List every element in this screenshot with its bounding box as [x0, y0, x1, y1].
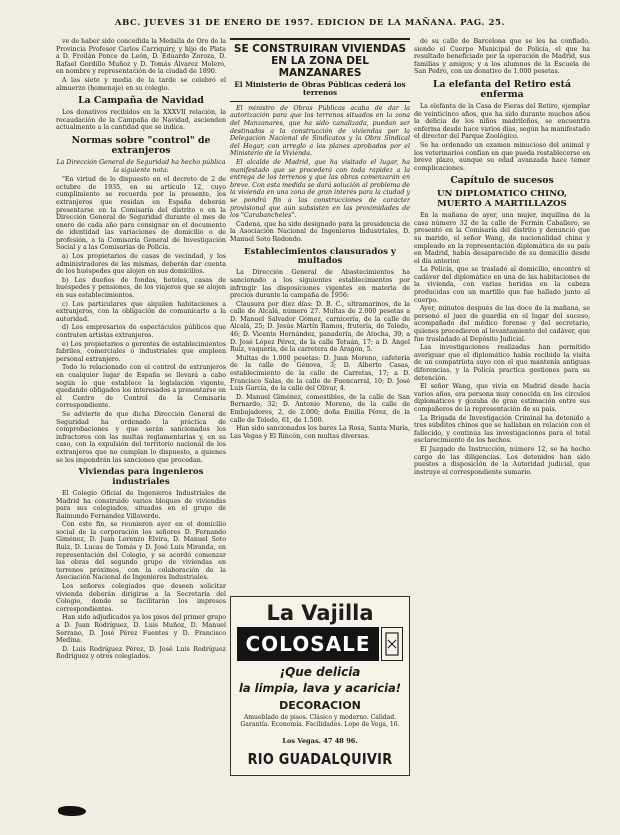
estab-paragraph: Clausura por diez días: D. B. C., ultramarinos, de la calle de Alcalá, número 27. Multas de 2.000 pesetas a D. Manuel Salvador Gómez, carnicería, de la calle de Alcalá, 25; D. Jesús Martín Ramos, frutería, de Toledo, 46; D. Vicente Hernández, panadería, de Atocha, 39; a D. José López Pérez, de la calle Tetuán, 17; a D. Ángel Ruiz, vaquería, de la carretera de Aragón, 5.: [230, 300, 410, 354]
advertisement: [230, 596, 410, 776]
ad-phone: Los Vegas. 47 48 96.: [282, 737, 358, 745]
intro-paragraph: ve de haber sido concedida la Medalla de Oro de la Provincia Profesor Carlos Carriquiry, y hijo de Plata a D. Froilán Ponce de León, D. Eduardo Zoroza, D. Rafael Gordillo Muñoz y D. Tomás Álvarez Molero, en nombre y representación de la ciudad de 1890.: [56, 38, 226, 76]
viviendas-paragraph: Con este fin, se reunieron ayer en el domicilio social de la corporación los señores D. Fernando Giménez, D. Juan Lorenzo Elvira, D. Manuel Soto Ruiz, D. Lucas de Tomás y D. José Luis Miranda, en representación del Colegio, y se acordó comenzar las obras del segundo grupo de viviendas en terrenos próximos, con la colaboración de la Asociación Nacional de Ingenieros Industriales.: [56, 521, 226, 582]
ad-slogan-2: la limpia, lava y acaricia!: [238, 681, 402, 695]
sucesos-paragraph: El Juzgado de Instrucción, número 12, se ha hecho cargo de las diligencias. Los detenidos han sido puestos a disposición de la Autoridad judicial, que instruye el correspondiente sumario.: [414, 445, 590, 476]
estab-paragraph: D. Manuel Giménez, comestibles, de la calle de San Bernardo, 32; D. Antonio Moreno, de la calle de Embajadores, 2, de 2.000; doña Emilia Pérez, de la calle de Toledo, 61, de 1.500.: [230, 393, 410, 424]
column-3: [414, 38, 590, 818]
featured-box: [230, 38, 410, 102]
viviendas-paragraph: Han sido adjudicados ya los pisos del primer grupo a D. Juan Rodríguez, D. Luis Muñoz, D. Manuel Serrano, D. José Pérez Fuentes y D. Francisco Medina.: [56, 614, 226, 645]
headline-elefanta: La elefanta del Retiro está enferma: [433, 78, 571, 100]
ad-address: Amueblado de pisos. Clásico y moderno. Calidad. Garantía. Economía. Facilidades. Lope de Vega, 16.: [240, 714, 400, 729]
box-paragraph: El ministro de Obras Públicas acaba de dar la autorización para que los terrenos situados en la zona del Manzanares, que ha sido canalizada, puedan ser destinados a la construcción de viviendas por la Delegación Nacional de Sindicatos y la Obra Sindical del Hogar, con arreglo a los planes aprobados por el Ministerio de la Vivienda.: [230, 104, 410, 158]
viviendas-paragraph: Los señores colegiados que deseen solicitar vivienda deberán dirigirse a la Secretaría del Colegio, donde se facilitarán los impresos correspondientes.: [56, 583, 226, 613]
soap-box-icon: [381, 627, 403, 661]
normas-paragraph: Se advierte de que dicha Dirección General de Seguridad ha ordenado la práctica de comprobaciones y que serán sancionados los infractores con las multas reglamentarias y, en su caso, con la expulsión del territorio nacional de los extranjeros que no cumplan lo dispuesto, a quienes se les impondrán las sanciones que procedan.: [56, 410, 226, 464]
sucesos-paragraph: En la mañana de ayer, una mujer, inquilina de la casa número 32 de la calle de Fermín Caballero, se presentó en la Comisaría del distrito y denunció que su marido, el señor Wang, de nacionalidad china y empleado en la representación diplomática de su país en Madrid, había desaparecido de su domicilio desde el día anterior.: [414, 212, 590, 265]
pre-paragraph: Cadena, que ha sido designado para la presidencia de la Asociación Nacional de Ingenieros Industriales, D. Manuel Soto Redondo.: [230, 220, 410, 243]
headline-diplomatico: UN DIPLOMATICO CHINO, MUERTO A MARTILLAZOS: [436, 189, 568, 209]
headline-navidad: La Campaña de Navidad: [78, 95, 204, 107]
headline-viviendas-ingenieros: Viviendas para ingenieros industriales: [78, 467, 204, 487]
sucesos-paragraph: Las investigaciones realizadas han permitido averiguar que el diplomático había recibido la visita de un compatriota suyo con el que mantenía antiguas diferencias, y la Policía practica gestiones para su detención.: [414, 344, 590, 382]
ad-brand: La Vajilla: [266, 601, 374, 625]
normas-paragraph: "En virtud de lo dispuesto en el decreto de 2 de octubre de 1935, en su artículo 12, cuyo cumplimiento se recuerda por la presente, los extranjeros que residan en España deberán presentarse en la Comisaría del distrito o en la Dirección General de Seguridad durante el mes de enero de cada año para consignar en el documento de identidad las variaciones de domicilio o de profesión, a la Comisaría General de Investigación Social y a las Comisarías de Policía.: [56, 176, 226, 252]
ad-product-banner: COLOSALE: [237, 627, 379, 661]
estab-paragraph: La Dirección General de Abastecimientos ha sancionado a los siguientes establecimientos por infringir las disposiciones vigentes en materia de precios durante la campaña de 1956:: [230, 269, 410, 300]
normas-paragraph: a) Los propietarios de casas de vecindad, y los administradores de las mismas, deberán dar cuenta de los huéspedes que alojen en sus domicilios.: [56, 253, 226, 276]
ink-stain: [58, 806, 86, 816]
sucesos-paragraph: La Brigada de Investigación Criminal ha detenido a tres súbditos chinos que se hallaban en relación con el fallecido, y continúa las investigaciones para el total esclarecimiento de los hechos.: [414, 414, 590, 445]
headline-normas: Normas sobre "control" de extranjeros: [71, 134, 211, 156]
intro-paragraph: A las siete y media de la tarde se celebró el almuerzo (homenaje) en su colegio.: [56, 76, 226, 92]
box-paragraph: El alcalde de Madrid, que ha visitado el lugar, ha manifestado que se procederá con toda rapidez a la entrega de los terrenos y que las obras comenzarán en breve. Con esta medida se dará solución al problema de la vivienda en una zona de gran interés para la ciudad y se pondrá fin a las construcciones de carácter provisional que aún subsisten en las proximidades de los "Carabancheles".: [230, 158, 410, 220]
retiro-paragraph: Se ha ordenado un examen minucioso del animal y los veterinarios confían en que pueda restablecerse en breve plazo, aunque su edad avanzada hace temer complicaciones.: [414, 141, 590, 172]
page-header: ABC. JUEVES 31 DE ENERO DE 1957. EDICION DE LA MAÑANA. PAG. 25.: [114, 18, 506, 28]
subhead-normas: La Dirección General de Seguridad ha hecho pública la siguiente nota:: [56, 158, 226, 174]
column-1: [56, 38, 226, 818]
viviendas-paragraph: El Colegio Oficial de Ingenieros Industriales de Madrid ha construido varios bloques de viviendas para sus colegiados, situados en el grupo de Raimundo Fernández Villaverde.: [56, 489, 226, 520]
normas-paragraph: Todo lo relacionado con el control de extranjeros en cualquier lugar de España se llevará a cabo según lo que establece la legislación vigente, quedando obligados los interesados a presentarse en el Centro de Control de la Comisaría correspondiente.: [56, 364, 226, 410]
ad-slogan-1: ¡Que delicia: [279, 665, 361, 679]
normas-paragraph: e) Los propietarios o gerentes de establecimientos fabriles, comerciales o industriales que empleen personal extranjero.: [56, 340, 226, 363]
navidad-paragraph: Los donativos recibidos en la XXXVII relación, la recaudación de la Campaña de Navidad, ascienden actualmente a la cantidad que se indica.: [56, 109, 226, 132]
sucesos-paragraph: La Policía, que se trasladó al domicilio, encontró el cadáver del diplomático en una de las habitaciones de la vivienda, con varias heridas en la cabeza producidas con un martillo que fue hallado junto al cuerpo.: [414, 266, 590, 304]
sucesos-paragraph: El señor Wang, que vivía en Madrid desde hacía varios años, era persona muy conocida en los círculos diplomáticos y gozaba de gran estimación entre sus compañeros de la representación de su país.: [414, 383, 590, 413]
featured-box-text: [230, 105, 410, 220]
top-paragraph: de su calle de Barcelona que se les ha confiado, siendo el Cuerpo Municipal de Policía, el que ha resultado beneficiado por la operación de Madrid, sus familias y amigos; y a los alumnos de la Escuela de San Pedro, con un donativo de 1.000 pesetas.: [414, 38, 590, 76]
estab-paragraph: Han sido sancionados los bares La Rosa, Santa María, Las Vegas y El Rincón, con multas diversas.: [230, 425, 410, 440]
subhead-manzanares: El Ministerio de Obras Públicas cederá los terrenos: [234, 80, 406, 98]
normas-paragraph: c) Los particulares que alquilen habitaciones a extranjeros, con la obligación de comunicarlo a la autoridad.: [56, 300, 226, 323]
retiro-paragraph: La elefanta de la Casa de Fieras del Retiro, ejemplar de veinticinco años, que ha sido durante muchos años la delicia de los niños madrileños, se encuentra enferma desde hace varios días, según ha manifestado el director del Parque Zoológico.: [414, 102, 590, 141]
normas-paragraph: b) Los dueños de fondas, hoteles, casas de huéspedes y pensiones, de los viajeros que se alojen en sus establecimientos.: [56, 276, 226, 300]
ad-footer: RIO GUADALQUIVIR: [247, 750, 393, 768]
ad-decoracion: DECORACION: [279, 699, 361, 712]
headline-establecimientos: Establecimientos clausurados y multados: [244, 246, 396, 266]
normas-paragraph: d) Los empresarios de espectáculos públicos que contraten artistas extranjeros.: [56, 324, 226, 339]
headline-manzanares: SE CONSTRUIRAN VIVIENDAS EN LA ZONA DEL MANZANARES: [233, 43, 407, 79]
sucesos-paragraph: Ayer, minutos después de las doce de la mañana, se personó el juez de guardia en el lugar del suceso, acompañado del médico forense y del secretario, quienes procedieron al levantamiento del cadáver, que fue trasladado al Depósito Judicial.: [414, 305, 590, 343]
headline-sucesos: Capítulo de sucesos: [450, 175, 554, 187]
viviendas-paragraph: D. Luis Rodríguez Pérez, D. José Luis Rodríguez Rodríguez y otros colegiados.: [56, 645, 226, 661]
estab-paragraph: Multas de 1.000 pesetas: D. Juan Moreno, cafetería de la calle de Génova, 3; D. Alberto Casas, establecimiento de la calle de Carretas, 17; a D. Francisco Salas, de la calle de Fuencarral, 10; D. José Luis García, de la calle del Olivar, 4.: [230, 354, 410, 393]
